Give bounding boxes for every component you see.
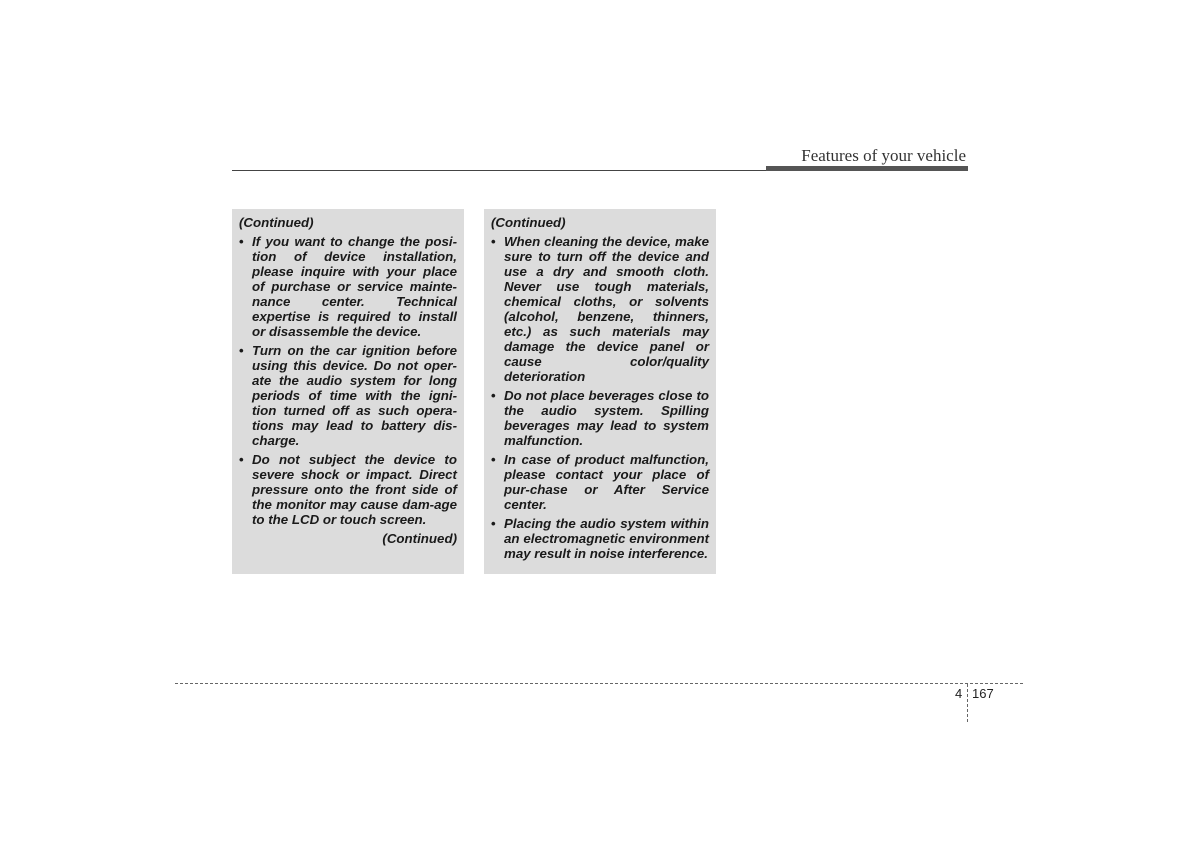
bullet-icon: •: [491, 234, 496, 249]
header-rule-thick: [766, 166, 968, 171]
continued-label-end: (Continued): [382, 531, 457, 546]
bullet-icon: •: [491, 388, 496, 403]
list-item: [491, 234, 709, 384]
list-item-text: When cleaning the device, make sure to turn off the device and use a dry and smooth cloth. Never use tough materials, chemical cloths, or solvents (alcohol, benzene, thinners, etc.) as such materials may damage the device panel or cause color/quality deterioration: [504, 234, 709, 384]
bullet-icon: •: [239, 343, 244, 358]
list-item-text: In case of product malfunction, please contact your place of pur-chase or After Service center.: [504, 452, 709, 512]
bullet-list: [491, 234, 709, 561]
list-item: [239, 452, 457, 527]
page-number: 167: [972, 686, 994, 701]
header-rule: [232, 170, 766, 171]
list-item: [491, 388, 709, 448]
bullet-list: [239, 234, 457, 527]
continued-label: (Continued): [239, 215, 314, 230]
bullet-icon: •: [491, 516, 496, 531]
list-item-text: Turn on the car ignition before using this device. Do not oper-ate the audio system for long periods of time with the igni-tion turned off as such opera-tions may lead to battery dis-charge.: [252, 343, 457, 448]
list-item-text: Do not place beverages close to the audio system. Spilling beverages may lead to system malfunction.: [504, 388, 709, 448]
bullet-icon: •: [239, 234, 244, 249]
section-title: Features of your vehicle: [801, 146, 966, 165]
list-item-text: Placing the audio system within an electromagnetic environment may result in noise interference.: [504, 516, 709, 561]
chapter-number: 4: [955, 686, 963, 701]
bullet-icon: •: [491, 452, 496, 467]
continued-label: (Continued): [491, 215, 566, 230]
caution-box-left: [232, 209, 464, 574]
list-item-text: Do not subject the device to severe shock or impact. Direct pressure onto the front side of the monitor may cause dam-age to the LCD or touch screen.: [252, 452, 457, 527]
list-item: [491, 452, 709, 512]
caution-box-right: [484, 209, 716, 574]
bullet-icon: •: [239, 452, 244, 467]
list-item: [239, 234, 457, 339]
footer-divider: [175, 683, 1023, 684]
list-item-text: If you want to change the posi-tion of device installation, please inquire with your place of purchase or service mainte-nance center. Technical expertise is required to install or disassemble the device.: [252, 234, 457, 339]
list-item: [239, 343, 457, 448]
footer-vertical-divider: [967, 684, 968, 722]
list-item: [491, 516, 709, 561]
